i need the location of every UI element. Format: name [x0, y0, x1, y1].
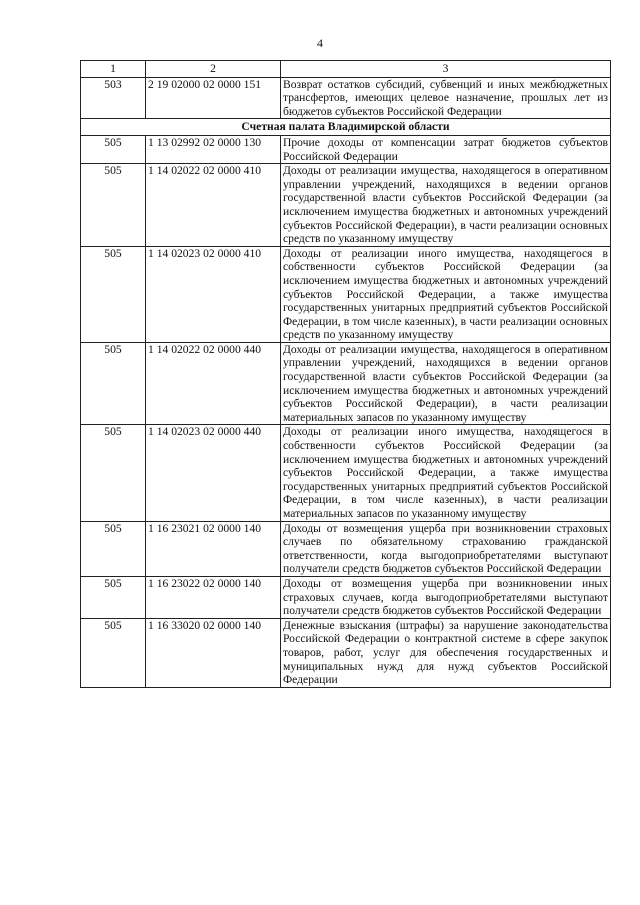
table-row: [81, 135, 611, 163]
revenue-code-cell: 1 13 02992 02 0000 130: [146, 135, 281, 163]
column-header-3: 3: [281, 61, 611, 78]
revenue-code-cell: 1 14 02022 02 0000 410: [146, 164, 281, 247]
admin-code-cell: 505: [81, 246, 146, 342]
revenue-code-cell: 1 16 23022 02 0000 140: [146, 576, 281, 618]
table-header-row: [81, 61, 611, 78]
revenue-code-cell: 1 14 02023 02 0000 440: [146, 425, 281, 521]
revenue-name-cell: Доходы от реализации иного имущества, находящегося в собственности субъектов Российской Федерации (за исключением имущества бюджетных и автономных учреждений субъектов Российской Федерации, а также имущества государственных унитарных предприятий субъектов Российской Федерации, в том числе казенных), в части реализации материальных запасов по указанному имуществу: [281, 425, 611, 521]
admin-code-cell: 505: [81, 342, 146, 425]
admin-code-cell: 505: [81, 521, 146, 576]
revenue-code-cell: 2 19 02000 02 0000 151: [146, 77, 281, 119]
table-row: [81, 77, 611, 119]
section-header-row: [81, 119, 611, 136]
revenue-code-cell: 1 14 02022 02 0000 440: [146, 342, 281, 425]
revenue-name-cell: Доходы от реализации имущества, находящегося в оперативном управлении учреждений, находящихся в ведении органов государственной власти субъектов Российской Федерации (за исключением имущества бюджетных и автономных учреждений субъектов Российской Федерации), в части реализации основных средств по указанному имуществу: [281, 164, 611, 247]
revenue-code-cell: 1 16 23021 02 0000 140: [146, 521, 281, 576]
revenue-name-cell: Доходы от реализации иного имущества, находящегося в собственности субъектов Российской Федерации (за исключением имущества бюджетных и автономных учреждений субъектов Российской Федерации, а также имущества государственных унитарных предприятий субъектов Российской Федерации, в том числе казенных), в части реализации основных средств по указанному имуществу: [281, 246, 611, 342]
table-row: [81, 618, 611, 687]
admin-code-cell: 505: [81, 618, 146, 687]
admin-code-cell: 503: [81, 77, 146, 119]
table-row: [81, 576, 611, 618]
revenue-code-cell: 1 14 02023 02 0000 410: [146, 246, 281, 342]
admin-code-cell: 505: [81, 576, 146, 618]
column-header-1: 1: [81, 61, 146, 78]
admin-code-cell: 505: [81, 164, 146, 247]
admin-code-cell: 505: [81, 135, 146, 163]
revenue-code-cell: 1 16 33020 02 0000 140: [146, 618, 281, 687]
table-row: [81, 521, 611, 576]
admin-code-cell: 505: [81, 425, 146, 521]
table-row: [81, 164, 611, 247]
revenue-name-cell: Возврат остатков субсидий, субвенций и иных межбюджетных трансфертов, имеющих целевое назначение, прошлых лет из бюджетов субъектов Российской Федерации: [281, 77, 611, 119]
page-number: 4: [317, 36, 323, 50]
revenue-codes-table: [80, 60, 611, 688]
revenue-name-cell: Доходы от реализации имущества, находящегося в оперативном управлении учреждений, находящихся в ведении органов государственной власти субъектов Российской Федерации (за исключением имущества бюджетных и автономных учреждений субъектов Российской Федерации), в части реализации материальных запасов по указанному имуществу: [281, 342, 611, 425]
table-row: [81, 246, 611, 342]
revenue-name-cell: Денежные взыскания (штрафы) за нарушение законодательства Российской Федерации о контрактной системе в сфере закупок товаров, работ, услуг для обеспечения государственных и муниципальных нужд для нужд субъектов Российской Федерации: [281, 618, 611, 687]
revenue-name-cell: Доходы от возмещения ущерба при возникновении страховых случаев по обязательному страхованию гражданской ответственности, когда выгодоприобретателями выступают получатели средств бюджетов субъектов Российской Федерации: [281, 521, 611, 576]
revenue-name-cell: Доходы от возмещения ущерба при возникновении иных страховых случаев, когда выгодоприобретателями выступают получатели средств бюджетов субъектов Российской Федерации: [281, 576, 611, 618]
table-row: [81, 342, 611, 425]
section-title: Счетная палата Владимирской области: [81, 119, 611, 136]
table-row: [81, 425, 611, 521]
column-header-2: 2: [146, 61, 281, 78]
revenue-name-cell: Прочие доходы от компенсации затрат бюджетов субъектов Российской Федерации: [281, 135, 611, 163]
